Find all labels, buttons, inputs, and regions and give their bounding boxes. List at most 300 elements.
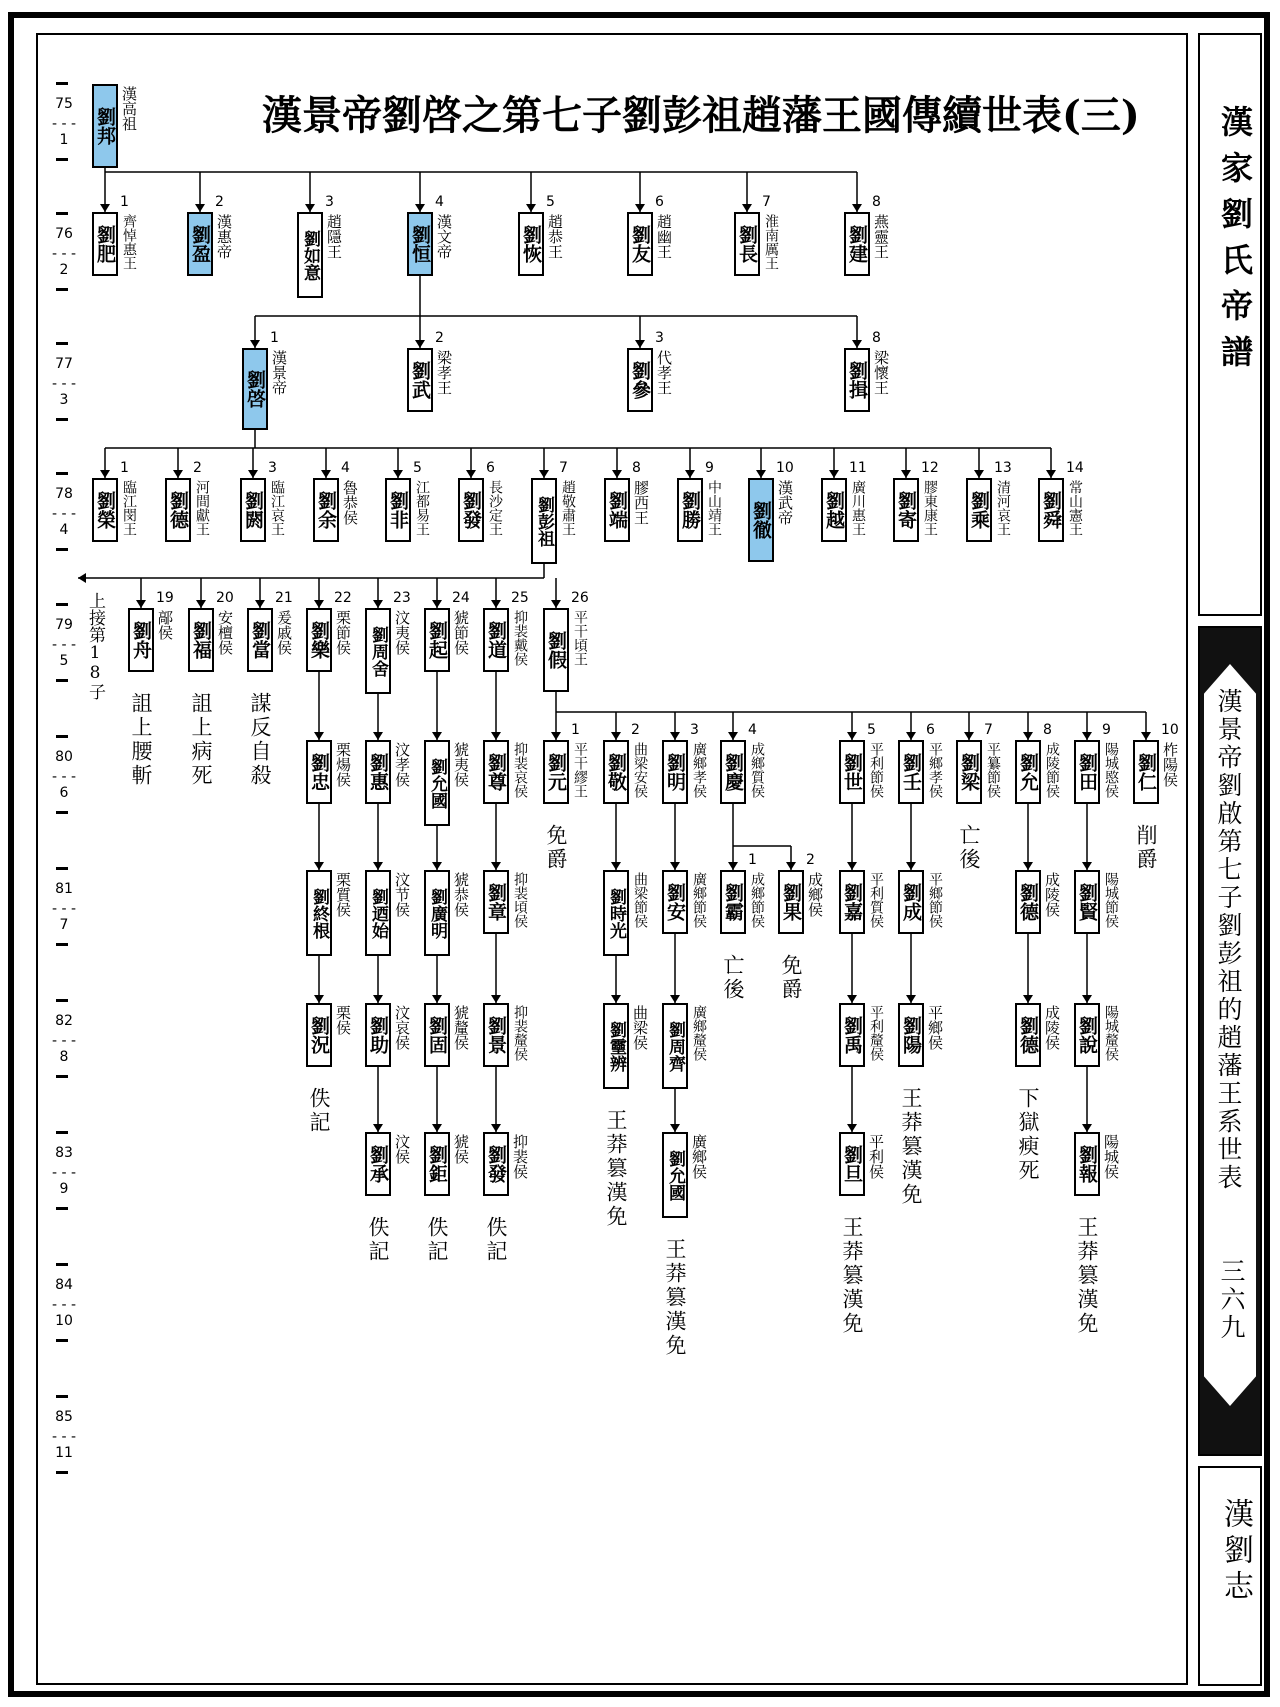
title-label: 陽城愍侯 [1103,742,1119,798]
sibling-number: 5 [546,194,555,210]
sibling-number: 20 [216,590,234,606]
title-label: 曲梁節侯 [632,872,648,928]
arrow-head [756,470,766,478]
fate-note: 王莽篡漢免 [663,1238,687,1358]
arrow-head [373,862,383,870]
generation-index: 10 [55,1313,73,1329]
arrow-head [393,470,403,478]
sibling-number: 22 [334,590,352,606]
title-label: 代孝王 [655,350,673,395]
person-yu: 劉余 [313,478,339,542]
generation-index: 8 [59,1049,69,1065]
sibling-number: 24 [452,590,470,606]
sibling-number: 8 [872,330,881,346]
arrow-head [432,732,442,740]
sibling-number: 5 [867,722,876,738]
sibling-number: 7 [984,722,993,738]
section-title: 漢景帝劉啟第七子劉彭祖的趙藩王系世表 [1214,688,1243,1192]
arrow-head [611,995,621,1003]
title-label: 燕靈王 [872,214,890,259]
title-label: 柞陽侯 [1161,742,1179,787]
arrow-head [906,732,916,740]
title-label: 平干繆王 [572,742,588,798]
sibling-number: 26 [571,590,589,606]
arrow-head [847,1124,857,1132]
title-label: 汶节侯 [393,872,411,917]
title-label: 汶侯 [393,1134,411,1164]
person-che: 劉徹 [748,478,774,562]
person-yang: 劉陽 [898,1003,924,1067]
arrow-head [847,995,857,1003]
arrow-head [742,204,752,212]
arrow-head [551,732,561,740]
generation-number: 81 [55,881,73,897]
sibling-number: 11 [849,460,867,476]
title-label: 廣鄉孝侯 [691,742,707,798]
sibling-number: 3 [655,330,664,346]
title-label: 成陵侯 [1043,872,1061,917]
title-label: 猇夷侯 [452,742,470,787]
person-qing: 劉慶 [720,740,746,804]
person-guo: 劉果 [778,870,804,934]
title-label: 齊悼惠王 [121,214,137,270]
person-jia2: 劉嘉 [839,870,865,934]
person-hui2: 劉惠 [365,740,391,804]
person-de: 劉德 [165,478,191,542]
title-label: 漢武帝 [776,480,794,525]
person-an: 劉安 [662,870,688,934]
generation-number: 76 [55,226,73,242]
generation-marker: 75 - - - 1 [42,82,86,160]
arrow-head [432,995,442,1003]
title-label: 栗節侯 [334,610,352,655]
generation-index: 9 [59,1181,69,1197]
person-zhu: 劉助 [365,1003,391,1067]
title-label: 汶孝侯 [393,742,411,787]
person-de2: 劉德 [1015,1003,1041,1067]
title-label: 臨江閔王 [121,480,137,536]
generation-index: 4 [59,522,69,538]
arrow-head [526,204,536,212]
person-xian: 劉賢 [1074,870,1100,934]
title-label: 趙幽王 [655,214,673,259]
person-heng: 劉恒 [407,212,433,276]
arrow-head [670,1124,680,1132]
generation-number: 75 [55,96,73,112]
arrow-head [196,600,206,608]
title-label: 清河哀王 [995,480,1011,536]
sibling-number: 9 [1102,722,1111,738]
sibling-number: 3 [268,460,277,476]
sibling-number: 8 [632,460,641,476]
generation-number: 80 [55,749,73,765]
title-label: 廣鄉侯 [690,1134,708,1179]
title-label: 抑裴侯 [511,1134,529,1179]
person-zhou: 劉舟 [128,608,154,672]
title-label: 陽城侯 [1102,1134,1120,1179]
title-label: 常山憲王 [1067,480,1083,536]
person-fu: 劉福 [188,608,214,672]
title-label: 江都易王 [414,480,430,536]
sibling-number: 14 [1066,460,1084,476]
title-label: 長沙定王 [487,480,503,536]
title-label: 汶夷侯 [393,610,411,655]
generation-marker: 84 - - - 10 [42,1263,86,1341]
title-label: 平纂節侯 [985,742,1001,798]
person-zhoushe: 劉周舍 [365,608,391,694]
sibling-number: 5 [413,460,422,476]
title-label: 河間獻王 [194,480,210,536]
arrow-head [1082,862,1092,870]
sibling-number: 12 [921,460,939,476]
person-ji: 劉寄 [893,478,919,542]
sibling-number: 4 [435,194,444,210]
fate-note: 詛上病死 [189,692,213,788]
title-label: 成鄉節侯 [749,872,765,928]
generation-index: 5 [59,653,69,669]
person-fa2: 劉發 [483,1132,509,1196]
person-hui: 劉恢 [518,212,544,276]
arrow-head [491,1124,501,1132]
arrow-head [255,600,265,608]
title-label: 猇釐侯 [452,1005,470,1050]
person-chang: 劉長 [734,212,760,276]
person-xishi: 劉迺始 [365,870,391,956]
generation-marker: 81 - - - 7 [42,867,86,945]
person-qi2: 劉起 [424,608,450,672]
person-zun: 劉尊 [483,740,509,804]
arrow-head [1082,995,1092,1003]
title-label: 趙恭王 [546,214,564,259]
title-label: 抑裴戴侯 [512,610,528,666]
fate-note: 亡後 [721,954,745,1002]
title-label: 膠西王 [632,480,650,525]
title-label: 平利節侯 [868,742,884,798]
generation-number: 82 [55,1013,73,1029]
generation-marker: 85 - - - 11 [42,1395,86,1473]
fate-note: 佚記 [366,1216,390,1264]
arrow-head [1082,732,1092,740]
title-label: 平干頃王 [572,610,588,666]
sibling-number: 4 [341,460,350,476]
sibling-number: 1 [748,852,757,868]
title-label: 安檀侯 [216,610,234,655]
arrow-head [305,204,315,212]
sibling-number: 7 [762,194,771,210]
arrow-head [100,470,110,478]
title-label: 曲梁安侯 [632,742,648,798]
fate-note: 下獄瘐死 [1016,1087,1040,1183]
person-yunguo: 劉允國 [424,740,450,826]
generation-marker: 79 - - - 5 [42,603,86,681]
person-qi: 劉啓 [242,348,268,430]
arrow-head [100,204,110,212]
arrow-head [314,732,324,740]
arrow-head [539,470,549,478]
arrow-head [786,862,796,870]
generation-number: 79 [55,617,73,633]
arrow-head [491,862,501,870]
person-zhonggen: 劉終根 [306,870,332,956]
fate-note: 佚記 [425,1216,449,1264]
person-shi: 劉世 [839,740,865,804]
sibling-number: 8 [872,194,881,210]
person-yunguo2: 劉允國 [662,1132,688,1218]
fate-note: 王莽篡漢免 [840,1216,864,1336]
arrow-head [670,862,680,870]
person-yun: 劉允 [1015,740,1041,804]
title-label: 廣鄉釐侯 [691,1005,707,1061]
person-jia: 劉假 [543,608,569,692]
title-label: 曲梁侯 [631,1005,649,1050]
title-label: 成鄉侯 [806,872,824,917]
arrow-head [78,573,86,583]
arrow-head [852,204,862,212]
person-jing: 劉景 [483,1003,509,1067]
generation-number: 85 [55,1409,73,1425]
person-ruyi: 劉如意 [297,212,323,298]
arrow-head [173,470,183,478]
title-label: 平利侯 [867,1134,885,1179]
person-cheng: 劉乘 [966,478,992,542]
title-label: 鄗侯 [156,610,174,640]
person-zhong: 劉忠 [306,740,332,804]
sibling-number: 2 [806,852,815,868]
title-label: 淮南厲王 [763,214,779,270]
arrow-head [491,600,501,608]
person-ren: 劉壬 [898,740,924,804]
title-label: 成陵侯 [1043,1005,1061,1050]
arrow-head [195,204,205,212]
fate-note: 詛上腰斬 [129,692,153,788]
person-sheng: 劉勝 [677,478,703,542]
generation-number: 84 [55,1277,73,1293]
arrow-head [491,995,501,1003]
sibling-number: 9 [705,460,714,476]
arrow-head [1023,995,1033,1003]
title-label: 漢景帝 [270,350,288,395]
title-label: 栗煬侯 [334,742,352,787]
fate-note: 王莽篡漢免 [899,1087,923,1207]
arrow-head [1023,732,1033,740]
arrow-head [974,470,984,478]
person-fa: 劉發 [458,478,484,542]
arrow-head [847,862,857,870]
person-yu2: 劉禹 [839,1003,865,1067]
generation-index: 7 [59,917,69,933]
title-label: 抑裴頃侯 [512,872,528,928]
page-number: 三六九 [1217,1258,1246,1342]
title-label: 平利釐侯 [868,1005,884,1061]
arrow-head [670,995,680,1003]
title-label: 猇恭侯 [452,872,470,917]
title-label: 猇侯 [452,1134,470,1164]
sibling-number: 1 [571,722,580,738]
publisher-label: 漢劉志 [1218,1498,1253,1606]
arrow-head [248,470,258,478]
fate-note: 免爵 [544,824,568,872]
arrow-head [906,862,916,870]
title-label: 成陵節侯 [1044,742,1060,798]
fate-note: 佚記 [307,1087,331,1135]
book-title: 漢家劉氏帝譜 [1216,105,1254,381]
arrow-head [432,1124,442,1132]
arrow-head [1141,732,1151,740]
person-tian: 劉田 [1074,740,1100,804]
person-shun: 劉舜 [1038,478,1064,542]
sibling-number: 10 [776,460,794,476]
person-kuang: 劉況 [306,1003,332,1067]
sibling-number: 7 [559,460,568,476]
person-dao: 劉道 [483,608,509,672]
fate-note: 免爵 [779,954,803,1002]
generation-marker: 80 - - - 6 [42,735,86,813]
person-you: 劉友 [627,212,653,276]
sibling-number: 10 [1161,722,1179,738]
sibling-number: 19 [156,590,174,606]
person-ba: 劉霸 [720,870,746,934]
person-yi: 劉揖 [844,348,870,412]
title-label: 廣川惠王 [850,480,866,536]
title-label: 臨江哀王 [269,480,285,536]
title-label: 膠東康王 [922,480,938,536]
generation-marker: 78 - - - 4 [42,472,86,550]
arrow-head [250,340,260,348]
title-label: 漢文帝 [435,214,453,259]
arrow-head [491,732,501,740]
person-ju: 劉鉅 [424,1132,450,1196]
title-label: 梁孝王 [435,350,453,395]
person-yue: 劉越 [821,478,847,542]
sibling-number: 1 [120,460,129,476]
title-label: 陽城節侯 [1103,872,1119,928]
fate-note: 佚記 [484,1216,508,1264]
fate-note: 亡後 [957,824,981,872]
arrow-head [432,600,442,608]
sibling-number: 2 [215,194,224,210]
generation-index: 6 [59,785,69,801]
title-label: 抑裴哀侯 [512,742,528,798]
sibling-number: 2 [631,722,640,738]
title-label: 平鄉孝侯 [927,742,943,798]
arrow-head [847,732,857,740]
fate-note: 王莽篡漢免 [604,1109,628,1229]
sibling-number: 6 [655,194,664,210]
generation-marker: 76 - - - 2 [42,212,86,290]
sibling-number: 25 [511,590,529,606]
sibling-number: 2 [193,460,202,476]
arrow-head [1082,1124,1092,1132]
person-gu: 劉固 [424,1003,450,1067]
title-label: 栗質侯 [334,872,352,917]
sibling-number: 6 [486,460,495,476]
title-label: 爰戚侯 [275,610,293,655]
arrow-head [728,732,738,740]
person-dan: 劉旦 [839,1132,865,1196]
person-le: 劉樂 [306,608,332,672]
arrow-head [901,470,911,478]
title-label: 趙敬肅王 [560,480,576,536]
sibling-number: 8 [1043,722,1052,738]
sibling-number: 13 [994,460,1012,476]
person-ren2: 劉仁 [1133,740,1159,804]
generation-index: 11 [55,1445,73,1461]
generation-number: 77 [55,356,73,372]
arrow-head [611,732,621,740]
arrow-head [415,204,425,212]
person-yuan: 劉元 [543,740,569,804]
arrow-head [635,340,645,348]
title-label: 猇節侯 [452,610,470,655]
arrow-head [906,995,916,1003]
title-label: 魯恭侯 [341,480,359,525]
title-label: 廣鄉節侯 [691,872,707,928]
sibling-number: 6 [926,722,935,738]
title-label: 漢惠帝 [215,214,233,259]
person-jian: 劉建 [844,212,870,276]
person-duan: 劉端 [604,478,630,542]
person-dez: 劉德 [1015,870,1041,934]
title-label: 抑裴釐侯 [512,1005,528,1061]
person-e: 劉閼 [240,478,266,542]
arrow-head [1023,862,1033,870]
title-label: 平鄉節侯 [927,872,943,928]
person-dang: 劉當 [247,608,273,672]
person-guangming: 劉廣明 [424,870,450,956]
generation-index: 1 [59,132,69,148]
sibling-number: 3 [690,722,699,738]
arrow-head [136,600,146,608]
person-chengz: 劉承 [365,1132,391,1196]
sibling-number: 21 [275,590,293,606]
arrow-head [373,995,383,1003]
person-can: 劉參 [627,348,653,412]
person-gubian: 劉𤫊辨 [603,1003,629,1089]
person-bang: 劉邦 [92,84,118,168]
title-label: 平鄉侯 [926,1005,944,1050]
person-jingz: 劉敬 [603,740,629,804]
title-label: 漢高祖 [120,86,138,131]
sibling-number: 23 [393,590,411,606]
generation-number: 78 [55,486,73,502]
sibling-number: 1 [270,330,279,346]
generation-marker: 77 - - - 3 [42,342,86,420]
arrow-head [728,862,738,870]
person-cheng2: 劉成 [898,870,924,934]
person-ying: 劉盈 [187,212,213,276]
arrow-head [314,600,324,608]
title-label: 趙隱王 [325,214,343,259]
person-wu: 劉武 [407,348,433,412]
person-bao: 劉報 [1074,1132,1100,1196]
arrow-head [373,1124,383,1132]
generation-index: 2 [59,262,69,278]
arrow-head [829,470,839,478]
arrow-head [852,340,862,348]
person-fei2: 劉非 [385,478,411,542]
arrow-head [373,732,383,740]
fate-note: 謀反自殺 [248,692,272,788]
arrow-head [635,204,645,212]
page-title: 漢景帝劉啓之第七子劉彭祖趙藩王國傳續世表(三) [262,92,1140,139]
person-ming: 劉明 [662,740,688,804]
arrow-head [670,732,680,740]
generation-index: 3 [59,392,69,408]
generation-marker: 82 - - - 8 [42,999,86,1077]
title-label: 成鄉質侯 [749,742,765,798]
sibling-number: 4 [748,722,757,738]
arrow-head [551,600,561,608]
